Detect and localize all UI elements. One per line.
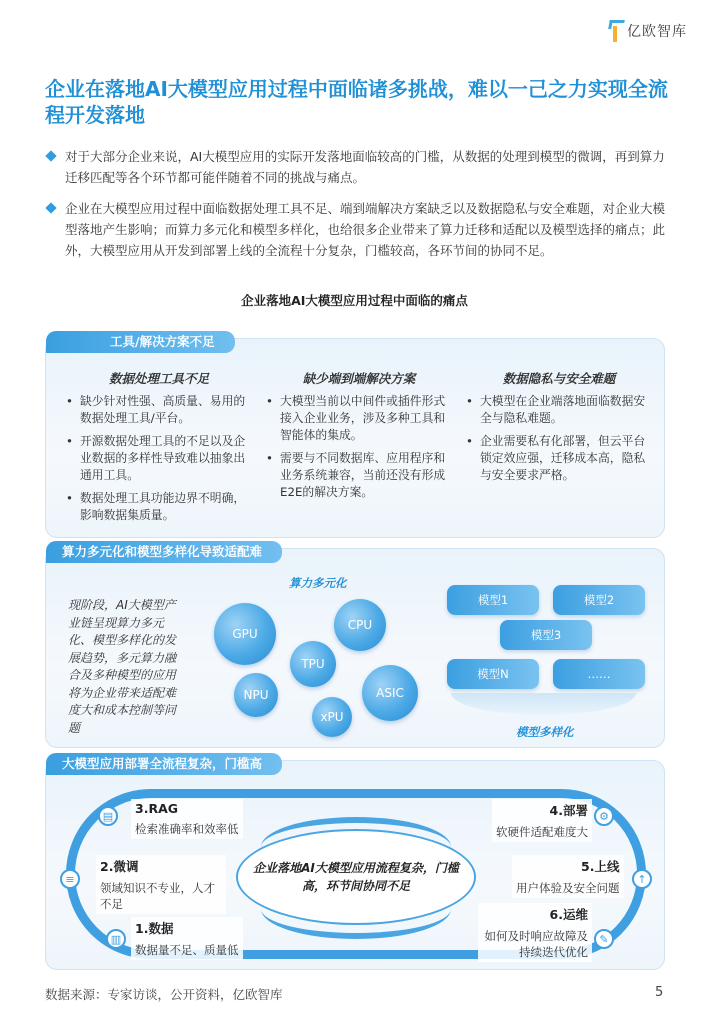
document-search-icon: ▤ [98, 806, 118, 826]
bullet-text: 对于大部分企业来说，AI大模型应用的实际开发落地面临较高的门槛，从数据的处理到模型的微调，再到算力迁移匹配等各个环节都可能伴随着不同的挑战与痛点。 [65, 149, 665, 185]
column-title: 缺少端到端解决方案 [302, 371, 416, 386]
tune-icon: ≡ [60, 869, 80, 889]
step-desc: 检索准确率和效率低 [135, 822, 239, 836]
chip-tpu: TPU [290, 641, 336, 687]
step-title: 1.数据 [135, 921, 174, 936]
step-desc: 用户体验及安全问题 [516, 881, 620, 895]
step-title: 5.上线 [581, 859, 620, 874]
panel-description: 现阶段，AI大模型产业链呈现算力多元化、模型多样化的发展趋势，多元算力融合及多种模型的应用将为企业带来适配难度大和成本控制等问题 [68, 598, 177, 735]
model-box: …… [553, 659, 645, 689]
step-desc: 如何及时响应故障及持续迭代优化 [484, 929, 588, 959]
diamond-bullet-icon [45, 202, 56, 213]
panel-deployment-pipeline [45, 756, 665, 970]
step-title: 3.RAG [135, 801, 179, 816]
panel-tab: 大模型应用部署全流程复杂，门槛高 [46, 753, 282, 775]
brand-mark-icon [607, 20, 623, 42]
brand-name: 亿欧智库 [627, 24, 687, 40]
panel-tab: 工具/解决方案不足 [46, 331, 235, 353]
step-deploy [492, 799, 592, 842]
launch-icon: ↑ [632, 869, 652, 889]
list-item: • 数据处理工具功能边界不明确，影响数据集质量。 [64, 490, 254, 524]
list-item: • 企业需要私有化部署，但云平台锁定效应强，迁移成本高，隐私与安全要求严格。 [464, 433, 654, 484]
database-icon: ▥ [106, 929, 126, 949]
maintenance-icon: ✎ [594, 929, 614, 949]
intro-bullets [47, 146, 667, 271]
panel-tools-insufficient [45, 334, 665, 538]
step-title: 4.部署 [549, 803, 588, 818]
step-desc: 数据量不足、质量低 [135, 943, 239, 957]
deploy-icon: ⚙ [594, 806, 614, 826]
step-title: 6.运维 [549, 907, 588, 922]
chip-xpu: xPU [312, 697, 352, 737]
pipeline-center: 企业落地AI大模型应用流程复杂，门槛高，环节间协同不足 [236, 829, 476, 925]
step-maintenance [478, 903, 592, 962]
list-item: • 大模型在企业端落地面临数据安全与隐私难题。 [464, 393, 654, 427]
list-item: • 大模型当前以中间件或插件形式接入企业业务，涉及多种工具和智能体的集成。 [264, 393, 454, 444]
step-desc: 软硬件适配难度大 [496, 825, 588, 839]
compute-label: 算力多元化 [289, 576, 347, 590]
chip-cpu: CPU [334, 599, 386, 651]
column-e2e-solution [264, 369, 454, 530]
chip-npu: NPU [234, 673, 278, 717]
list-item: • 开源数据处理工具的不足以及企业数据的多样性导致难以抽象出通用工具。 [64, 433, 254, 484]
diamond-bullet-icon [45, 150, 56, 161]
model-box: 模型N [447, 659, 539, 689]
step-data [131, 917, 243, 960]
bullet-text: 企业在大模型应用过程中面临数据处理工具不足、端到端解决方案缺乏以及数据隐私与安全难题，对企业大模型落地产生影响；而算力多元化和模型多样化，也给很多企业带来了算力迁移和适配以及模型选择的痛点；此外，大模型应用从开发到部署上线的全流程十分复杂，门槛较高，各环节间的协同不足。 [65, 201, 666, 258]
chip-gpu: GPU [214, 603, 276, 665]
panel-tab: 算力多元化和模型多样化导致适配难 [46, 541, 282, 563]
step-desc: 领域知识不专业，人才不足 [100, 881, 215, 911]
step-rag [131, 799, 243, 839]
column-title: 数据处理工具不足 [108, 371, 209, 386]
page-number: 5 [655, 985, 664, 1000]
model-box: 模型3 [500, 620, 592, 650]
model-box: 模型2 [553, 585, 645, 615]
list-item: • 需要与不同数据库、应用程序和业务系统兼容，当前还没有形成E2E的解决方案。 [264, 450, 454, 501]
column-data-tools [64, 369, 254, 530]
model-label: 模型多样化 [516, 725, 574, 739]
figure-title: 企业落地AI大模型应用过程中面临的痛点 [241, 293, 468, 308]
column-title: 数据隐私与安全难题 [502, 371, 616, 386]
list-item: • 缺少针对性强、高质量、易用的数据处理工具/平台。 [64, 393, 254, 427]
chip-asic: ASIC [362, 665, 418, 721]
bullet-item [47, 146, 667, 188]
step-title: 2.微调 [100, 859, 139, 874]
model-box: 模型1 [447, 585, 539, 615]
step-finetune [96, 855, 226, 914]
model-base-decoration [451, 693, 636, 715]
brand-logo [607, 20, 687, 42]
panel-compute-model-adaptation [45, 544, 665, 748]
column-privacy-security [464, 369, 654, 530]
step-launch [512, 855, 624, 898]
data-source: 数据来源：专家访谈，公开资料，亿欧智库 [45, 987, 283, 1002]
page-title: 企业在落地AI大模型应用过程中面临诸多挑战，难以一己之力实现全流程开发落地 [45, 77, 668, 127]
bullet-item [47, 198, 667, 261]
